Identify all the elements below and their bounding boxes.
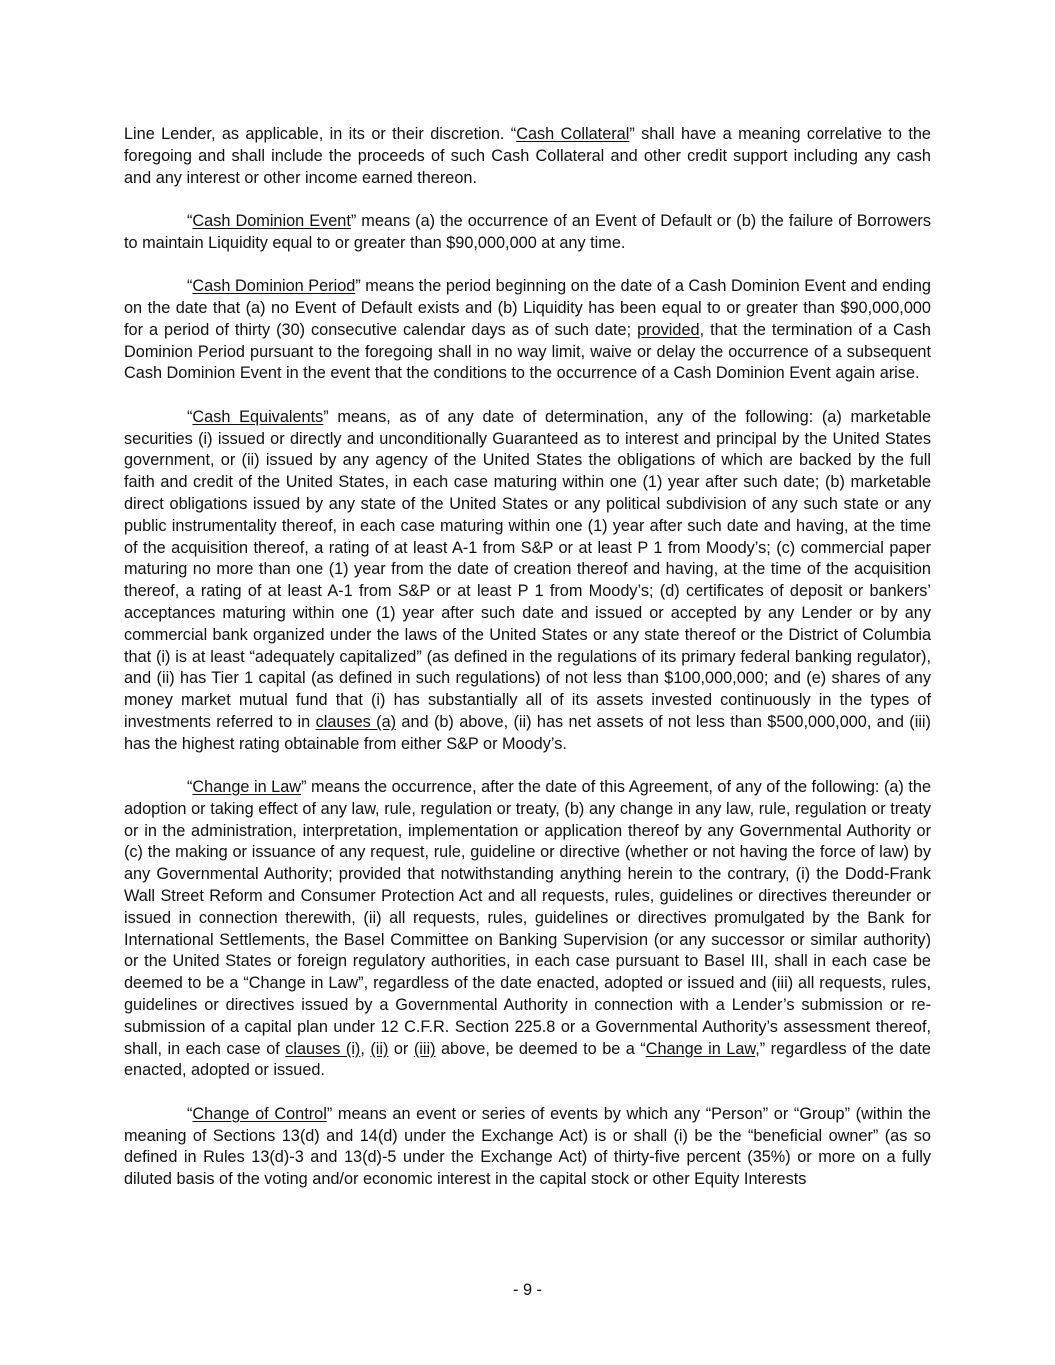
paragraph-text: ” shall have a meaning correlative to the foregoing and shall include the proceeds of such Cash Collateral and other credit support including any cash and any interest or other income earned thereon. (124, 125, 931, 187)
paragraph-text: ” means an event or series of events by which any “Person” or “Group” (within the meaning of Sections 13(d) and 14(d) under the Exchange Act) is or shall (i) be the “beneficial owner” (as so defined in Rules 13(d)-3 and 13(d)-5 under the Exchange Act) of thirty-five percent (35%) or more on a fully diluted basis of the voting and/or economic interest in the capital stock or other Equity Interests (124, 1104, 931, 1189)
defined-term: Change in Law (192, 778, 302, 797)
definition-paragraph (124, 211, 931, 255)
defined-term: Cash Dominion Period (192, 277, 356, 296)
paragraph-text: Line Lender, as applicable, in its or their discretion. “ (124, 125, 517, 143)
defined-term: (iii) (413, 1039, 436, 1058)
paragraph-text: “ (187, 778, 193, 797)
paragraph-text: ” means the period beginning on the date of a Cash Dominion Event and ending on the date that (a) no Event of Default exists and (b) Liquidity has been equal to or greater than $90,000,000 for a period of thirty (30) consecutive calendar days as of such date; (124, 277, 931, 339)
definition-paragraph (124, 276, 931, 385)
page-number: - 9 - (513, 1281, 542, 1299)
document-body (124, 124, 931, 1191)
paragraph-text: ,” regardless of the date enacted, adopted or issued. (124, 1039, 931, 1080)
defined-term: clauses (i) (285, 1039, 361, 1058)
defined-term: Cash Collateral (516, 125, 630, 143)
paragraph-text: “ (187, 277, 193, 296)
defined-term: Change in Law (645, 1039, 756, 1058)
defined-term: (ii) (370, 1039, 389, 1058)
defined-term: Cash Equivalents (192, 407, 324, 426)
defined-term: provided (637, 320, 700, 339)
paragraph-text: or (388, 1039, 414, 1058)
paragraph-text: “ (187, 211, 193, 230)
definition-paragraph (124, 124, 931, 189)
paragraph-text: “ (187, 1104, 193, 1123)
paragraph-text: and (b) above, (ii) has net assets of not less than $500,000,000, and (iii) has the highest rating obtainable from either S&P or Moody’s. (124, 712, 931, 753)
paragraph-text: above, be deemed to be a “ (435, 1039, 646, 1058)
defined-term: Change of Control (192, 1104, 327, 1123)
paragraph-text: “ (187, 407, 193, 426)
definition-paragraph (124, 777, 931, 1082)
paragraph-text: ” means (a) the occurrence of an Event of Default or (b) the failure of Borrowers to maintain Liquidity equal to or greater than $90,000,000 at any time. (124, 211, 931, 252)
definition-paragraph (124, 1104, 931, 1191)
definition-paragraph (124, 407, 931, 756)
paragraph-text: , that the termination of a Cash Dominion Period pursuant to the foregoing shall in no way limit, waive or delay the occurrence of a subsequent Cash Dominion Event in the event that the conditions to the occurrence of a Cash Dominion Event again arise. (124, 320, 931, 383)
paragraph-text: , (360, 1039, 371, 1058)
defined-term: Cash Dominion Event (192, 211, 351, 230)
paragraph-text: ” means, as of any date of determination, any of the following: (a) marketable securities (i) issued or directly and unconditionally Guaranteed as to interest and principal by the United States government, or (ii) issued by any agency of the United States the obligations of which are backed by the full faith and credit of the United States, in each case maturing within one (1) year after such date; (b) marketable direct obligations issued by any state of the United States or any political subdivision of any such state or any public instrumentality thereof, in each case maturing within one (1) year after such date and having, at the time of the acquisition thereof, a rating of at least A-1 from S&P or at least P 1 from Moody’s; (c) commercial paper maturing no more than one (1) year from the date of creation thereof and having, at the time of the acquisition thereof, a rating of at least A-1 from S&P or at least P 1 from Moody’s; (d) certificates of deposit or bankers’ acceptances maturing within one (1) year after such date and issued or accepted by any Lender or by any commercial bank organized under the laws of the United States or any state thereof or the District of Columbia that (i) is at least “adequately capitalized” (as defined in the regulations of its primary federal banking regulator), and (ii) has Tier 1 capital (as defined in such regulations) of not less than $100,000,000; and (e) shares of any money market mutual fund that (i) has substantially all of its assets invested continuously in the types of investments referred to in (124, 407, 931, 731)
defined-term: clauses (a) (315, 712, 397, 731)
paragraph-text: ” means the occurrence, after the date of this Agreement, of any of the following: (a) the adoption or taking effect of any law, rule, regulation or treaty, (b) any change in any law, rule, regulation or treaty or in the administration, interpretation, implementation or application thereof by any Governmental Authority or (c) the making or issuance of any request, rule, guideline or directive (whether or not having the force of law) by any Governmental Authority; provided that notwithstanding anything herein to the contrary, (i) the Dodd-Frank Wall Street Reform and Consumer Protection Act and all requests, rules, guidelines or directives thereunder or issued in connection therewith, (ii) all requests, rules, guidelines or directives promulgated by the Bank for International Settlements, the Basel Committee on Banking Supervision (or any successor or similar authority) or the United States or foreign regulatory authorities, in each case pursuant to Basel III, shall in each case be deemed to be a “Change in Law”, regardless of the date enacted, adopted or issued and (iii) all requests, rules, guidelines or directives issued by a Governmental Authority in connection with a Lender’s submission or re-submission of a capital plan under 12 C.F.R. Section 225.8 or a Governmental Authority’s assessment thereof, shall, in each case of (124, 778, 932, 1058)
